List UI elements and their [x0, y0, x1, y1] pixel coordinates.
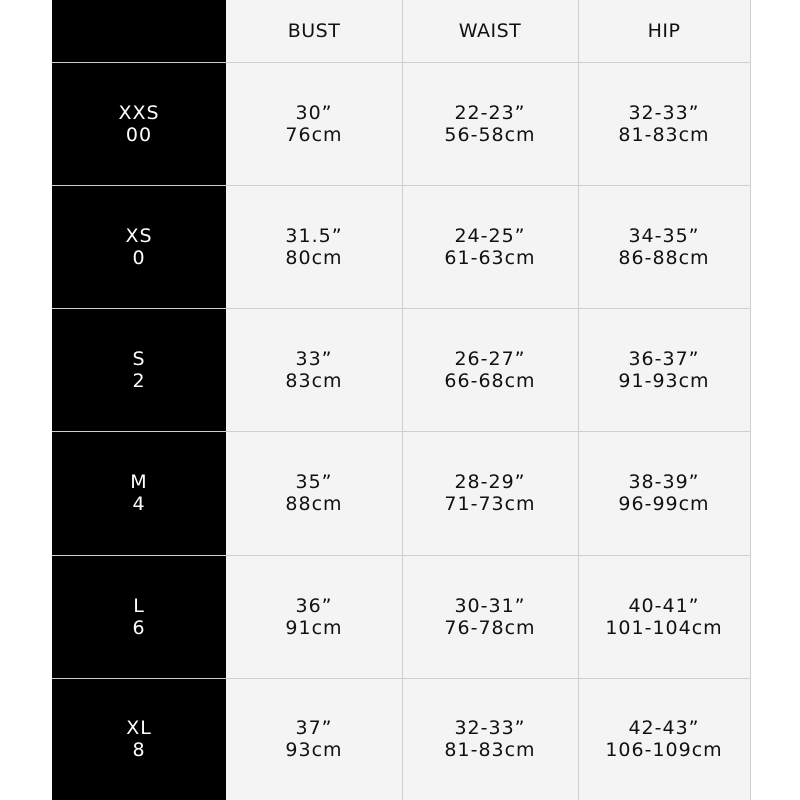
- size-letter: S: [132, 347, 146, 370]
- waist-cell: [402, 555, 578, 678]
- size-number: 6: [132, 616, 146, 639]
- size-number: 2: [132, 369, 146, 392]
- bust-inches: 31.5”: [285, 224, 343, 247]
- bust-cm: 80cm: [285, 246, 343, 269]
- waist-cm: 76-78cm: [444, 616, 536, 639]
- hip-cell: [578, 555, 750, 678]
- hip-inches: 36-37”: [628, 347, 700, 370]
- bust-cell: [226, 185, 402, 308]
- bust-cm: 88cm: [285, 493, 343, 515]
- waist-inches: 26-27”: [454, 347, 526, 370]
- bust-inches: 35”: [295, 471, 333, 493]
- hip-inches: 38-39”: [628, 471, 700, 493]
- size-number: 8: [132, 739, 146, 761]
- bust-cell: [226, 678, 402, 800]
- hip-cm: 106-109cm: [605, 739, 723, 761]
- size-letter: XL: [126, 717, 152, 739]
- waist-cell: [402, 62, 578, 185]
- waist-cm: 61-63cm: [444, 246, 536, 269]
- bust-cell: [226, 308, 402, 431]
- bust-cell: [226, 62, 402, 185]
- waist-cell: [402, 308, 578, 431]
- waist-cm: 66-68cm: [444, 369, 536, 392]
- hip-cm: 91-93cm: [618, 369, 710, 392]
- hip-cm: 81-83cm: [618, 123, 710, 146]
- waist-cm: 71-73cm: [444, 493, 536, 515]
- size-number: 00: [125, 123, 153, 146]
- waist-inches: 28-29”: [454, 471, 526, 493]
- hip-inches: 40-41”: [628, 594, 700, 617]
- hip-cm: 101-104cm: [605, 616, 723, 639]
- size-number: 0: [132, 246, 146, 269]
- header-waist: WAIST: [458, 20, 522, 42]
- header-hip: HIP: [647, 20, 681, 42]
- hip-cm: 86-88cm: [618, 246, 710, 269]
- size-label: [52, 185, 226, 308]
- hip-cell: [578, 678, 750, 800]
- bust-inches: 30”: [295, 101, 333, 124]
- header-bust: BUST: [287, 20, 341, 42]
- waist-inches: 32-33”: [454, 717, 526, 739]
- waist-cm: 56-58cm: [444, 123, 536, 146]
- size-letter: XXS: [118, 101, 160, 124]
- size-number: 4: [132, 493, 146, 515]
- size-letter: M: [130, 471, 148, 493]
- column-divider: [750, 0, 751, 800]
- waist-cell: [402, 678, 578, 800]
- bust-cell: [226, 555, 402, 678]
- waist-cell: [402, 431, 578, 555]
- bust-inches: 36”: [295, 594, 333, 617]
- bust-cm: 76cm: [285, 123, 343, 146]
- size-label: [52, 678, 226, 800]
- bust-cm: 83cm: [285, 369, 343, 392]
- size-letter: XS: [125, 224, 153, 247]
- waist-inches: 24-25”: [454, 224, 526, 247]
- waist-cell: [402, 185, 578, 308]
- waist-inches: 22-23”: [454, 101, 526, 124]
- waist-inches: 30-31”: [454, 594, 526, 617]
- bust-cm: 91cm: [285, 616, 343, 639]
- waist-cm: 81-83cm: [444, 739, 536, 761]
- size-label: [52, 62, 226, 185]
- size-label: [52, 308, 226, 431]
- hip-cell: [578, 308, 750, 431]
- hip-inches: 32-33”: [628, 101, 700, 124]
- bust-inches: 37”: [295, 717, 333, 739]
- hip-cell: [578, 62, 750, 185]
- hip-cm: 96-99cm: [618, 493, 710, 515]
- hip-cell: [578, 431, 750, 555]
- bust-inches: 33”: [295, 347, 333, 370]
- size-letter: L: [133, 594, 145, 617]
- bust-cm: 93cm: [285, 739, 343, 761]
- hip-inches: 42-43”: [628, 717, 700, 739]
- hip-cell: [578, 185, 750, 308]
- size-label: [52, 555, 226, 678]
- size-label: [52, 431, 226, 555]
- hip-inches: 34-35”: [628, 224, 700, 247]
- bust-cell: [226, 431, 402, 555]
